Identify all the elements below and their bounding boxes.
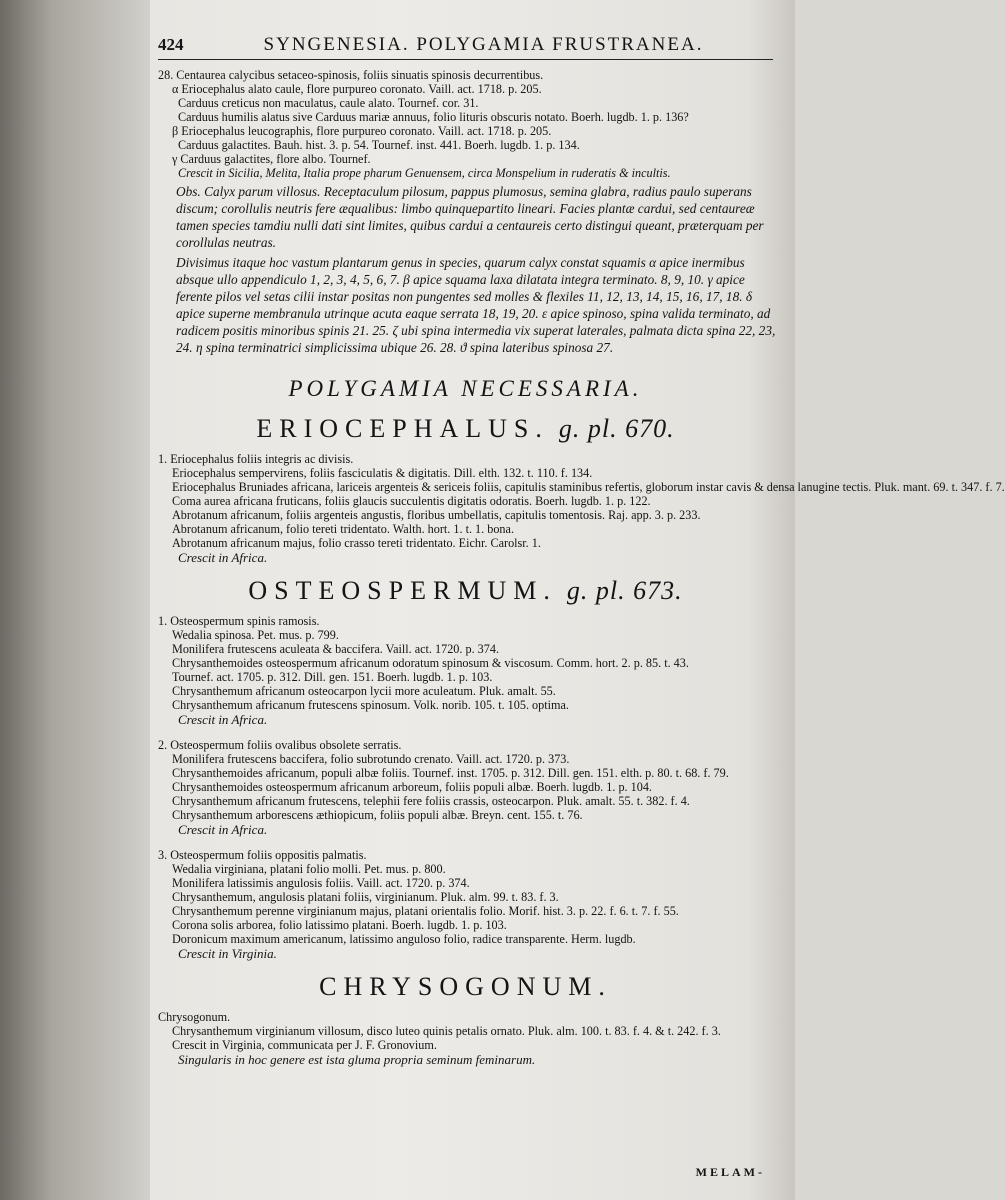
habitat-line: Crescit in Africa. [178, 712, 268, 727]
observation-paragraph: Divisimus itaque hoc vastum plantarum genus in species, quarum calyx constat squamis α apice inermibus absque ullo appendiculo 1, 2, 3, 4, 5, 6, 7. β apice squama laxa dilatata integra terminato. 8, 9, 10. γ apice ferente pilos vel setas cilii instar positas non pungentes sed molles & flexiles 11, 12, 13, 14, 15, 16, 17, 18. δ apice superne membranula utrinque acuta eaque serrata 18, 19, 20. ε apice spinoso, spina valida terminato, ad radicem positis minoribus spinis 21. 25. ζ ubi spina intermedia vix superat laterales, palmata dicta spina 22, 23, 24. η spina terminatrici simplicissima ubique 26. 28. ϑ spina lateribus spinosa 27. [176, 255, 776, 355]
observation-paragraph: Obs. Calyx parum villosus. Receptaculum pilosum, pappus plumosus, semina glabra, radius paulo superans discum; corollulis neutris fere æqualibus: limbo quinquepartito lineari. Facies plantæ cardui, sed centaureæ tamen species tamdiu nulli dati sint limites, quibus cardui a centaureis certo distingui queant, præterquam per corollulas neutras. [176, 184, 764, 250]
genus-heading [158, 576, 773, 606]
habitat-line: Crescit in Africa. [178, 550, 268, 565]
synonym-line: Monilifera frutescens baccifera, folio subrotundo crenato. Vaill. act. 1720. p. 373. [172, 752, 570, 766]
synonym-line: Chrysanthemoides osteospermum africanum arboreum, foliis populi albæ. Boerh. lugdb. 1. p. 104. [172, 780, 652, 794]
habitat-line: Singularis in hoc genere est ista gluma propria seminum feminarum. [178, 1052, 536, 1067]
text-line: α Eriocephalus alato caule, flore purpureo coronato. Vaill. act. 1718. p. 205. [172, 82, 542, 96]
species-entry [158, 1010, 773, 1068]
genera-list [158, 414, 1005, 1068]
page-number: 424 [158, 35, 184, 54]
genus-heading [158, 972, 773, 1002]
running-head: SYNGENESIA. POLYGAMIA FRUSTRANEA. [263, 34, 704, 55]
genus-reference: g. pl. 673. [566, 576, 683, 605]
genus-reference: g. pl. 670. [558, 414, 675, 443]
catchword: MELAM- [695, 1165, 765, 1179]
species-heading: 1. Osteospermum spinis ramosis. [158, 614, 320, 628]
synonym-line: Crescit in Virginia, communicata per J. F. Gronovium. [172, 1038, 437, 1052]
synonym-line: Chrysanthemum virginianum villosum, disco luteo quinis petalis ornato. Pluk. alm. 100. t. 83. f. 4. & t. 242. f. 3. [172, 1024, 721, 1038]
genus-name: OSTEOSPERMUM. [248, 576, 557, 605]
habitat-line: Crescit in Virginia. [178, 946, 277, 961]
species-entry [158, 738, 773, 838]
synonym-line: Monilifera frutescens aculeata & baccifera. Vaill. act. 1720. p. 374. [172, 642, 500, 656]
genus-heading [158, 414, 773, 444]
genus-name: CHRYSOGONUM. [319, 972, 612, 1001]
section-title: POLYGAMIA NECESSARIA. [288, 376, 643, 401]
synonym-line: Tournef. act. 1705. p. 312. Dill. gen. 151. Boerh. lugdb. 1. p. 103. [172, 670, 493, 684]
synonym-line: Chrysanthemum africanum frutescens, telephii fere foliis crassis, osteocarpon. Pluk. amalt. 55. t. 382. f. 4. [172, 794, 690, 808]
text-line: Carduus creticus non maculatus, caule alato. Tournef. cor. 31. [178, 96, 479, 110]
synonym-line: Coma aurea africana fruticans, foliis glaucis succulentis digitatis odoratis. Boerh. lugdb. 1. p. 122. [172, 494, 651, 508]
synonym-line: Chrysanthemum arborescens æthiopicum, foliis populi albæ. Breyn. cent. 155. t. 76. [172, 808, 583, 822]
binding-gutter [0, 0, 150, 1200]
synonym-line: Chrysanthemum, angulosis platani foliis, virginianum. Pluk. alm. 99. t. 83. f. 3. [172, 890, 559, 904]
habitat-line: Crescit in Africa. [178, 822, 268, 837]
text-line: Carduus galactites. Bauh. hist. 3. p. 54. Tournef. inst. 441. Boerh. lugdb. 1. p. 134. [178, 138, 580, 152]
synonym-line: Eriocephalus Bruniades africana, lariceis argenteis & sericeis foliis, capitulis staminibus refertis, globorum instar cavis & densa lanugine tectis. Pluk. mant. 69. t. 347. f. 7. [172, 480, 1005, 494]
synonym-line: Chrysanthemum africanum osteocarpon lycii more aculeatum. Pluk. amalt. 55. [172, 684, 556, 698]
species-heading: 3. Osteospermum foliis oppositis palmatis. [158, 848, 367, 862]
top-block [158, 68, 776, 356]
synonym-line: Abrotanum africanum, foliis argenteis angustis, floribus umbellatis, capitulis tomentosis. Raj. app. 3. p. 233. [172, 508, 701, 522]
synonym-line: Chrysanthemoides osteospermum africanum odoratum spinosum & viscosum. Comm. hort. 2. p. 85. t. 43. [172, 656, 689, 670]
habitat-line: Crescit in Sicilia, Melita, Italia prope pharum Genuensem, circa Monspelium in ruderatis & incultis. [178, 166, 671, 180]
text-line: γ Carduus galactites, flore albo. Tournef. [172, 152, 371, 166]
genus-name: ERIOCEPHALUS. [256, 414, 549, 443]
synonym-line: Abrotanum africanum, folio tereti tridentato. Walth. hort. 1. t. 1. bona. [172, 522, 514, 536]
species-entry [158, 452, 1005, 566]
species-entry [158, 848, 773, 962]
synonym-line: Eriocephalus sempervirens, foliis fasciculatis & digitatis. Dill. elth. 132. t. 110. f. 134. [172, 466, 593, 480]
synonym-line: Chrysanthemum perenne virginianum majus, platani orientalis folio. Morif. hist. 3. p. 22. f. 6. t. 7. f. 55. [172, 904, 679, 918]
page-header [158, 34, 773, 60]
synonym-line: Chrysanthemoides africanum, populi albæ foliis. Tournef. inst. 1705. p. 312. Dill. gen. 151. elth. p. 80. t. 68. f. 79. [172, 766, 729, 780]
species-heading: Chrysogonum. [158, 1010, 231, 1024]
text-line: 28. Centaurea calycibus setaceo-spinosis, foliis sinuatis spinosis decurrentibus. [158, 68, 544, 82]
text-line: β Eriocephalus leucographis, flore purpureo coronato. Vaill. act. 1718. p. 205. [172, 124, 552, 138]
synonym-line: Corona solis arborea, folio latissimo platani. Boerh. lugdb. 1. p. 103. [172, 918, 507, 932]
synonym-line: Monilifera latissimis angulosis foliis. Vaill. act. 1720. p. 374. [172, 876, 470, 890]
species-heading: 1. Eriocephalus foliis integris ac divisis. [158, 452, 354, 466]
species-heading: 2. Osteospermum foliis ovalibus obsolete serratis. [158, 738, 402, 752]
text-line: Carduus humilis alatus sive Carduus mariæ annuus, folio lituris obscuris notato. Boerh. lugdb. 1. p. 136? [178, 110, 689, 124]
synonym-line: Wedalia spinosa. Pet. mus. p. 799. [172, 628, 339, 642]
species-entry [158, 614, 773, 728]
synonym-line: Abrotanum africanum majus, folio crasso tereti tridentato. Eichr. Carolsr. 1. [172, 536, 541, 550]
synonym-line: Chrysanthemum africanum frutescens spinosum. Volk. norib. 105. t. 105. optima. [172, 698, 569, 712]
synonym-line: Wedalia virginiana, platani folio molli. Pet. mus. p. 800. [172, 862, 446, 876]
synonym-line: Doronicum maximum americanum, latissimo anguloso folio, radice transparente. Herm. lugdb. [172, 932, 636, 946]
